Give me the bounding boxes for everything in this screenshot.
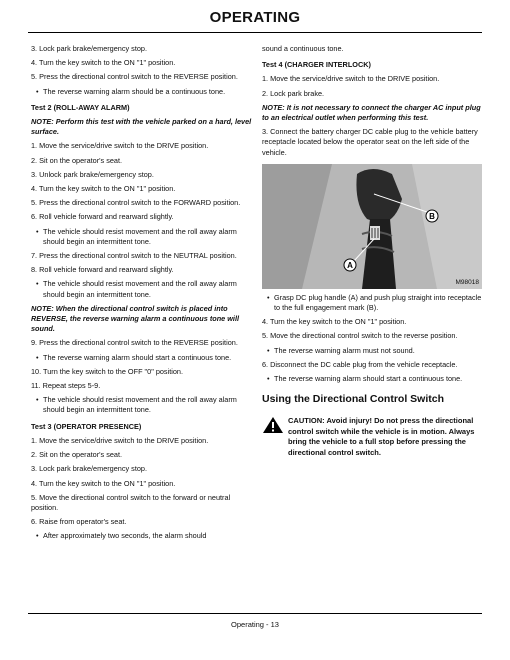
step-text: 8. Roll vehicle forward and rearward slightly. bbox=[31, 265, 174, 275]
bullet-item: • The reverse warning alarm should be a continuous tone. bbox=[31, 87, 253, 97]
charger-plug-photo bbox=[262, 164, 482, 289]
step-text: 10. Turn the key switch to the OFF "0" position. bbox=[31, 366, 183, 376]
caution-text: CAUTION: Avoid injury! Do not press the directional control switch while the vehicle is in motion. Always bring the vehicle to a full stop before pressing the directional control switch. bbox=[288, 416, 475, 457]
right-column bbox=[262, 44, 482, 458]
step-text: 2. Sit on the operator's seat. bbox=[31, 155, 123, 165]
note-paragraph: NOTE: It is not necessary to connect the charger AC input plug to an electrical outlet when performing this test. bbox=[262, 102, 481, 123]
step-text: 5. Move the directional control switch to the forward or neutral position. bbox=[31, 492, 231, 512]
step-text: sound a continuous tone. bbox=[262, 44, 344, 53]
step-text: 11. Repeat steps 5-9. bbox=[31, 381, 101, 391]
bullet-item: • After approximately two seconds, the alarm should bbox=[31, 531, 253, 541]
note-paragraph: NOTE: Perform this test with the vehicle parked on a hard, level surface. bbox=[31, 117, 252, 137]
step-text: 1. Move the service/drive switch to the DRIVE position. bbox=[262, 74, 440, 84]
warning-triangle-icon bbox=[262, 416, 284, 434]
step-text: 1. Move the service/drive switch to the DRIVE position. bbox=[31, 141, 209, 151]
step-text: 3. Lock park brake/emergency stop. bbox=[31, 464, 147, 474]
step-text: 3. Connect the battery charger DC cable plug to the vehicle battery receptacle located below the operator seat on the left side of the vehicle. bbox=[262, 127, 478, 157]
figure-caption: M98018 bbox=[455, 278, 479, 286]
step-text: 7. Press the directional control switch to the NEUTRAL position. bbox=[31, 251, 237, 261]
section-subheading: Test 4 (CHARGER INTERLOCK) bbox=[262, 60, 371, 70]
step-text: 4. Turn the key switch to the ON "1" position. bbox=[31, 184, 176, 194]
step-text: 2. Sit on the operator's seat. bbox=[31, 450, 123, 460]
page-title: OPERATING bbox=[209, 9, 301, 26]
bullet-item: • The vehicle should resist movement and the roll away alarm should begin an intermittent tone. bbox=[31, 227, 253, 247]
callout-b-label: B bbox=[429, 211, 435, 221]
page-footer: Operating - 13 bbox=[231, 620, 279, 629]
step-text: 3. Unlock park brake/emergency stop. bbox=[31, 169, 154, 179]
step-text: 4. Turn the key switch to the ON "1" position. bbox=[31, 478, 176, 488]
step-text: 5. Press the directional control switch to the FORWARD position. bbox=[31, 198, 241, 208]
footer-divider bbox=[28, 613, 482, 614]
step-text: 3. Lock park brake/emergency stop. bbox=[31, 44, 147, 53]
section-subheading: Test 2 (ROLL-AWAY ALARM) bbox=[31, 102, 130, 112]
section-heading: Using the Directional Control Switch bbox=[262, 393, 445, 406]
right-bottom-block bbox=[262, 293, 482, 384]
step-text: 4. Turn the key switch to the ON "1" position. bbox=[31, 58, 176, 68]
step-text: 5. Press the directional control switch to the REVERSE position. bbox=[31, 72, 238, 82]
step-text: 6. Raise from operator's seat. bbox=[31, 517, 127, 527]
bullet-item: • Grasp DC plug handle (A) and push plug straight into receptacle to the full engagement mark (B). bbox=[262, 293, 482, 313]
step-text: 5. Move the directional control switch to the reverse position. bbox=[262, 331, 458, 341]
step-text: 6. Roll vehicle forward and rearward slightly. bbox=[31, 212, 174, 222]
step-text: 9. Press the directional control switch to the REVERSE position. bbox=[31, 338, 238, 348]
caution-block bbox=[262, 416, 482, 458]
section-subheading: Test 3 (OPERATOR PRESENCE) bbox=[31, 421, 142, 431]
title-divider bbox=[28, 32, 482, 33]
note-paragraph: NOTE: When the directional control switch is placed into REVERSE, the reverse warning alarm a continuous tone will sound. bbox=[31, 303, 240, 334]
left-column bbox=[31, 44, 253, 546]
bullet-item: • The reverse warning alarm must not sound. bbox=[262, 346, 482, 356]
bullet-item: • The reverse warning alarm should start a continuous tone. bbox=[31, 353, 253, 363]
bullet-item: • The vehicle should resist movement and the roll away alarm should begin an intermittent tone. bbox=[31, 279, 253, 299]
step-text: 2. Lock park brake. bbox=[262, 88, 325, 98]
plug-illustration bbox=[262, 164, 482, 289]
step-text: 4. Turn the key switch to the ON "1" position. bbox=[262, 317, 407, 327]
step-text: 6. Disconnect the DC cable plug from the vehicle receptacle. bbox=[262, 359, 458, 369]
bullet-item: • The reverse warning alarm should start a continuous tone. bbox=[262, 374, 482, 384]
callout-a-label: A bbox=[347, 260, 353, 270]
right-top-block bbox=[262, 44, 482, 158]
step-text: 1. Move the service/drive switch to the DRIVE position. bbox=[31, 435, 209, 445]
bullet-item: • The vehicle should resist movement and the roll away alarm should begin an intermittent tone. bbox=[31, 395, 253, 415]
